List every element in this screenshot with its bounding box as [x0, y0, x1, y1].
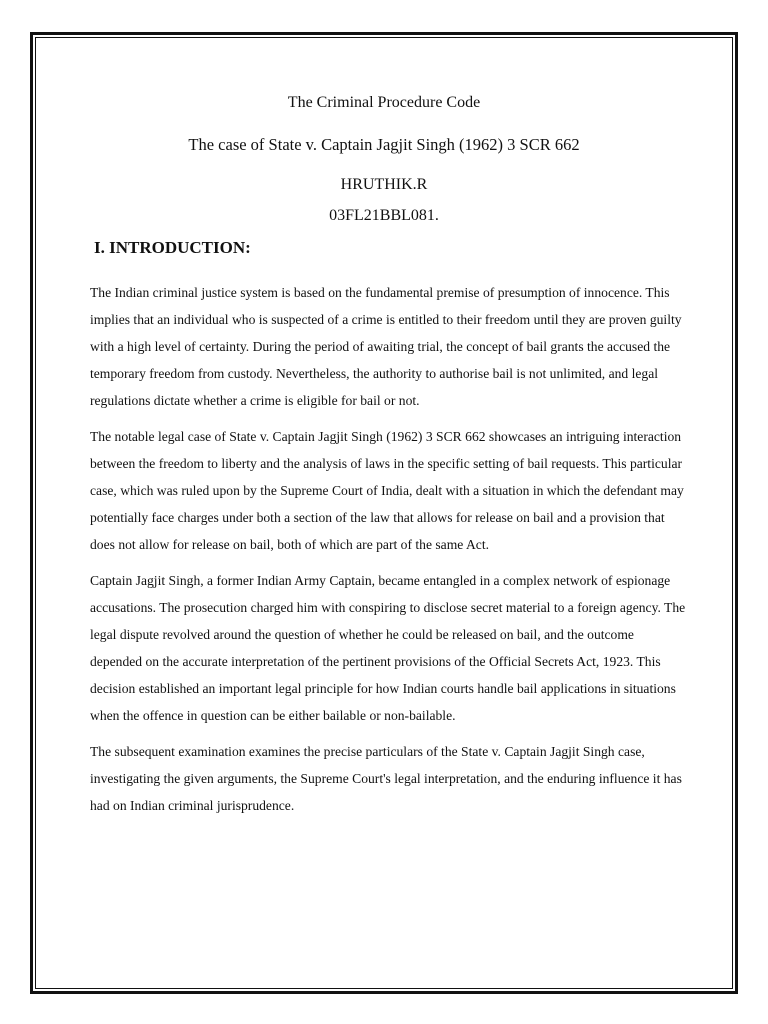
paragraph: The Indian criminal justice system is based on the fundamental premise of presumption of innocence. This implies that an individual who is suspected of a crime is entitled to their freedom until they are proven guilty with a high level of certainty. During the period of awaiting trial, the concept of bail grants the accused the temporary freedom from custody. Nevertheless, the authority to authorise bail is not unlimited, and legal regulations dictate whether a crime is eligible for bail or not.	[90, 285, 682, 408]
paragraph: The notable legal case of State v. Captain Jagjit Singh (1962) 3 SCR 662 showcases an intriguing interaction between the freedom to liberty and the analysis of laws in the specific setting of bail requests. This particular case, which was ruled upon by the Supreme Court of India, dealt with a situation in which the defendant may potentially face charges under both a section of the law that allows for release on bail and a provision that does not allow for release on bail, both of which are part of the same Act.	[90, 429, 684, 552]
document-title: The Criminal Procedure Code	[287, 94, 481, 111]
section-heading: I. INTRODUCTION:	[94, 238, 251, 257]
roll-number: 03FL21BBL081.	[329, 207, 439, 224]
paragraph: The subsequent examination examines the precise particulars of the State v. Captain Jagjit Singh case, investigating the given arguments, the Supreme Court's legal interpretation, and the enduring influence it has had on Indian criminal jurisprudence.	[90, 744, 682, 813]
body-text	[90, 279, 688, 828]
paragraph: Captain Jagjit Singh, a former Indian Army Captain, became entangled in a complex network of espionage accusations. The prosecution charged him with conspiring to disclose secret material to a foreign agency. The legal dispute revolved around the question of whether he could be released on bail, and the outcome depended on the accurate interpretation of the pertinent provisions of the Official Secrets Act, 1923. This decision established an important legal principle for how Indian courts handle bail applications in situations when the offence in question can be either bailable or non-bailable.	[90, 573, 686, 723]
case-title: The case of State v. Captain Jagjit Singh (1962) 3 SCR 662	[188, 135, 580, 154]
author-name: HRUTHIK.R	[340, 176, 428, 193]
